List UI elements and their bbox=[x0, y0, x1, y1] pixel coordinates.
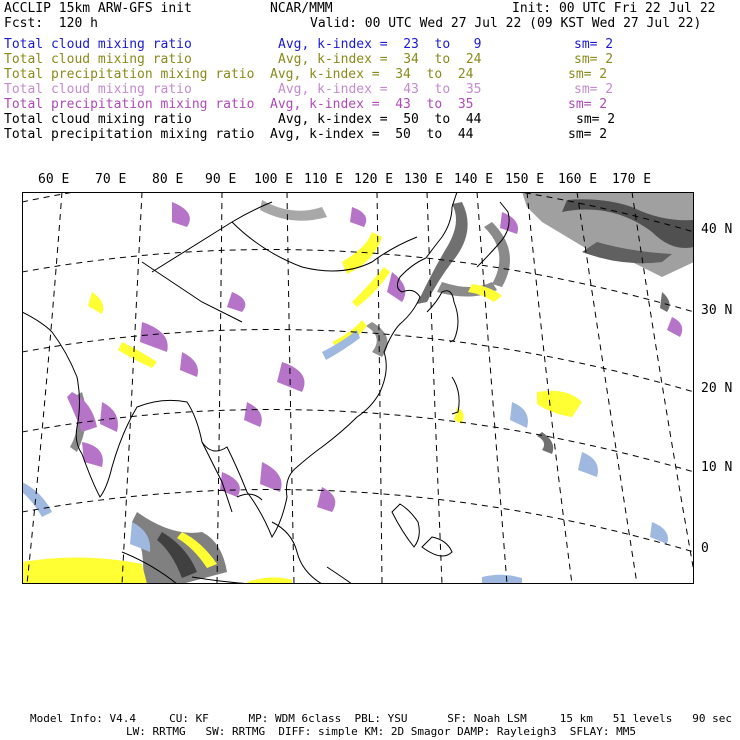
legend-name: Total cloud mixing ratio bbox=[4, 52, 192, 67]
lat-label: 20 N bbox=[701, 381, 733, 396]
legend-sm: sm= 2 bbox=[574, 52, 614, 67]
lon-label: 160 E bbox=[558, 172, 598, 187]
legend-avg: Avg, k-index = 50 to 44 bbox=[278, 112, 482, 127]
legend-avg: Avg, k-index = 50 to 44 bbox=[270, 127, 474, 142]
lon-label: 150 E bbox=[505, 172, 545, 187]
lon-label: 100 E bbox=[254, 172, 294, 187]
legend-name: Total cloud mixing ratio bbox=[4, 37, 192, 52]
lat-label: 0 bbox=[701, 541, 709, 556]
lon-label: 170 E bbox=[612, 172, 652, 187]
legend-sm: sm= 2 bbox=[574, 82, 614, 97]
legend-sm: sm= 2 bbox=[576, 112, 616, 127]
legend-name: Total precipitation mixing ratio bbox=[4, 67, 255, 82]
header-init-time: Init: 00 UTC Fri 22 Jul 22 bbox=[512, 1, 716, 16]
legend-avg: Avg, k-index = 43 to 35 bbox=[270, 97, 474, 112]
lon-label: 110 E bbox=[304, 172, 344, 187]
legend-avg: Avg, k-index = 23 to 9 bbox=[278, 37, 482, 52]
legend-sm: sm= 2 bbox=[568, 127, 608, 142]
lat-label: 40 N bbox=[701, 222, 733, 237]
legend-sm: sm= 2 bbox=[568, 67, 608, 82]
lat-label: 30 N bbox=[701, 303, 733, 318]
footer-model-info: Model Info: V4.4 CU: KF MP: WDM 6class PBL: YSU SF: Noah LSM 15 km 51 levels 90 sec bbox=[30, 712, 732, 725]
legend-name: Total cloud mixing ratio bbox=[4, 112, 192, 127]
lon-label: 90 E bbox=[205, 172, 237, 187]
header-institution: NCAR/MMM bbox=[270, 1, 333, 16]
header-forecast-hour: Fcst: 120 h bbox=[4, 16, 98, 31]
lon-label: 140 E bbox=[454, 172, 494, 187]
header-valid-time: Valid: 00 UTC Wed 27 Jul 22 (09 KST Wed 27 Jul 22) bbox=[310, 16, 702, 31]
lon-label: 80 E bbox=[152, 172, 184, 187]
lon-label: 120 E bbox=[354, 172, 394, 187]
legend-avg: Avg, k-index = 43 to 35 bbox=[278, 82, 482, 97]
legend-sm: sm= 2 bbox=[574, 37, 614, 52]
legend-avg: Avg, k-index = 34 to 24 bbox=[270, 67, 474, 82]
header-title: ACCLIP 15km ARW-GFS init bbox=[4, 1, 192, 16]
legend-sm: sm= 2 bbox=[568, 97, 608, 112]
lat-label: 10 N bbox=[701, 460, 733, 475]
lon-label: 60 E bbox=[38, 172, 70, 187]
forecast-map bbox=[22, 192, 694, 584]
lon-label: 130 E bbox=[404, 172, 444, 187]
footer-physics-info: LW: RRTMG SW: RRTMG DIFF: simple KM: 2D Smagor DAMP: Rayleigh3 SFLAY: MM5 bbox=[126, 725, 636, 738]
legend-name: Total cloud mixing ratio bbox=[4, 82, 192, 97]
legend-name: Total precipitation mixing ratio bbox=[4, 97, 255, 112]
legend-avg: Avg, k-index = 34 to 24 bbox=[278, 52, 482, 67]
lon-label: 70 E bbox=[95, 172, 127, 187]
legend-name: Total precipitation mixing ratio bbox=[4, 127, 255, 142]
